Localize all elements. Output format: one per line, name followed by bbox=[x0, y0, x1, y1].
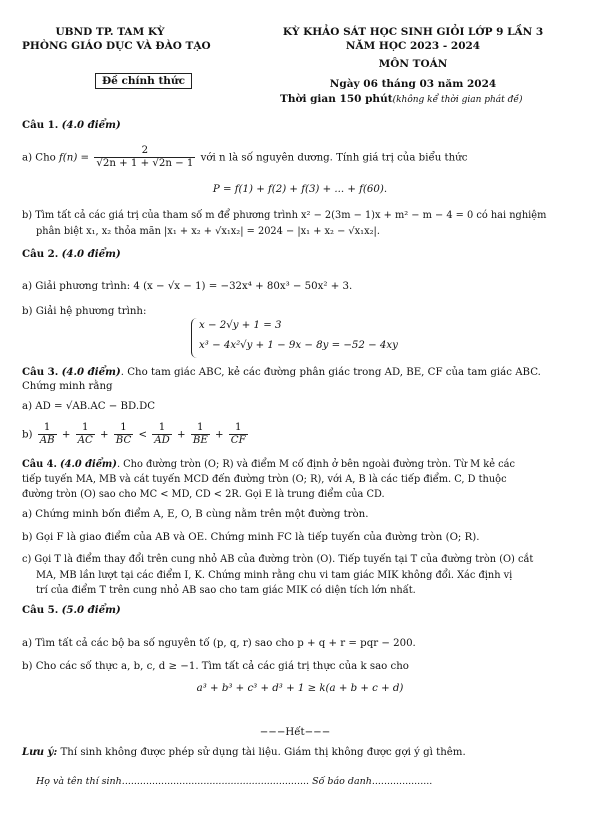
note bbox=[22, 746, 466, 758]
q4-line2: tiếp tuyến MA, MB và cát tuyến MCD đến đường tròn (O; R), với A, B là các tiếp điểm. C, D thuộc bbox=[22, 474, 507, 485]
duration-bold: Thời gian 150 phút bbox=[280, 93, 393, 105]
q1a-formula: P = f(1) + f(2) + f(3) + ... + f(60). bbox=[212, 184, 388, 195]
q1a-fraction bbox=[94, 145, 195, 170]
official-badge: Đề chính thức bbox=[95, 73, 192, 89]
q4-points: (4.0 điểm) bbox=[60, 459, 117, 470]
note-text: Thí sinh không được phép sử dụng tài liệu. Giám thị không được gợi ý gì thêm. bbox=[60, 747, 466, 758]
q3b-label: b) bbox=[22, 429, 33, 441]
subject: MÔN TOÁN bbox=[378, 58, 448, 70]
q4-part-c-line1: c) Gọi T là điểm thay đổi trên cung nhỏ AB của đường tròn (O). Tiếp tuyến tại T của đường tròn (O) cắt bbox=[22, 554, 534, 565]
q5-points: (5.0 điểm) bbox=[61, 604, 121, 616]
sbd-blank[interactable]: .................... bbox=[371, 776, 433, 787]
q3b-frac-ab: AB bbox=[39, 435, 55, 446]
q2-points: (4.0 điểm) bbox=[61, 248, 121, 260]
q5-part-a: a) Tìm tất cả các bộ ba số nguyên tố (p, q, r) sao cho p + q + r = pqr − 200. bbox=[22, 638, 416, 649]
q4-part-c-line3: trí của điểm T trên cung nhỏ AB sao cho tam giác MIK có diện tích lớn nhất. bbox=[36, 585, 416, 596]
q2-title: Câu 2. bbox=[22, 248, 59, 260]
note-label: Lưu ý: bbox=[22, 746, 58, 758]
q3-points: (4.0 điểm) bbox=[61, 366, 121, 378]
issuer-line1: UBND TP. TAM KỲ bbox=[55, 26, 165, 38]
q3-title: Câu 3. bbox=[22, 366, 59, 378]
exam-duration bbox=[280, 93, 522, 105]
q1b-line2: phân biệt x₁, x₂ thỏa mãn |x₁ + x₂ + √x₁x₂| = 2024 − |x₁ + x₂ − √x₁x₂|. bbox=[36, 226, 380, 237]
school-year: NĂM HỌC 2023 - 2024 bbox=[345, 40, 481, 52]
duration-note: (không kể thời gian phát đề) bbox=[392, 95, 523, 105]
q2-part-a: a) Giải phương trình: 4 (x − √x − 1) = −32x⁴ + 80x³ − 50x² + 3. bbox=[22, 281, 353, 292]
q5-part-b: b) Cho các số thực a, b, c, d ≥ −1. Tìm tất cả các giá trị thực của k sao cho bbox=[22, 661, 409, 672]
name-label: Họ và tên thí sinh bbox=[36, 776, 122, 787]
q3b-frac-ac: AC bbox=[77, 435, 93, 446]
q4-heading bbox=[22, 459, 515, 470]
q4-part-c-line2: MA, MB lần lượt tại các điểm I, K. Chứng minh rằng chu vi tam giác MIK không đổi. Xác định vị bbox=[36, 570, 513, 581]
q3-text: . Cho tam giác ABC, kẻ các đường phân giác trong AD, BE, CF của tam giác ABC. bbox=[120, 367, 541, 378]
name-blank[interactable]: .............................................................. bbox=[121, 776, 310, 787]
q2-part-b: b) Giải hệ phương trình: bbox=[22, 306, 147, 317]
sbd-label: Số báo danh bbox=[312, 776, 372, 787]
q4-part-b: b) Gọi F là giao điểm của AB và OE. Chứng minh FC là tiếp tuyến của đường tròn (O; R). bbox=[22, 532, 480, 543]
issuer-line2: PHÒNG GIÁO DỤC VÀ ĐÀO TẠO bbox=[22, 40, 211, 52]
q3b-frac-cf: CF bbox=[230, 435, 246, 446]
q1a-fn: f(n) = bbox=[59, 152, 90, 164]
q1-title: Câu 1. bbox=[22, 119, 59, 131]
q5-title: Câu 5. bbox=[22, 604, 59, 616]
q2-system-eq2: x³ − 4x²√y + 1 − 9x − 8y = −52 − 4xy bbox=[199, 340, 398, 351]
q1-part-a bbox=[22, 145, 467, 170]
exam-title: KỲ KHẢO SÁT HỌC SINH GIỎI LỚP 9 LẦN 3 bbox=[282, 26, 544, 38]
q2-heading bbox=[22, 248, 121, 260]
q3b-frac-be: BE bbox=[192, 435, 208, 446]
exam-date: Ngày 06 tháng 03 năm 2024 bbox=[329, 78, 497, 90]
q3-part-b: b) $\frac{1}{AB}$ + $\frac{1}{AC}$ + $\frac{1}{BC}$ < $\frac{1}{AD}$ + $\frac{1}{BE}$ + $\frac{1}{CF}$ bbox=[22, 422, 246, 446]
candidate-info bbox=[36, 776, 432, 787]
q4-line3: đường tròn (O) sao cho MC < MD, CD < 2R. Gọi E là trung điểm của CD. bbox=[22, 489, 385, 500]
q1a-text: với n là số nguyên dương. Tính giá trị của biểu thức bbox=[200, 152, 468, 164]
q1a-numerator: 2 bbox=[94, 145, 195, 158]
q3-heading bbox=[22, 366, 541, 378]
q3b-frac-ad: AD bbox=[154, 435, 170, 446]
q4-part-a: a) Chứng minh bốn điểm A, E, O, B cùng nằm trên một đường tròn. bbox=[22, 509, 369, 520]
q3b-frac-bc: BC bbox=[115, 435, 132, 446]
q1a-denominator: √2n + 1 + √2n − 1 bbox=[96, 158, 194, 169]
q5-heading bbox=[22, 604, 121, 616]
q5-inequality: a³ + b³ + c³ + d³ + 1 ≥ k(a + b + c + d) bbox=[196, 683, 404, 694]
q4-title: Câu 4. bbox=[22, 459, 57, 470]
q1-heading bbox=[22, 119, 121, 131]
end-marker: −−−Hết−−− bbox=[259, 727, 331, 738]
q3-prove: Chứng minh rằng bbox=[22, 381, 113, 392]
q1-points: (4.0 điểm) bbox=[61, 119, 121, 131]
q4-text: . Cho đường tròn (O; R) và điểm M cố định ở bên ngoài đường tròn. Từ M kẻ các bbox=[116, 459, 515, 470]
q3-part-a: a) AD = √AB.AC − BD.DC bbox=[22, 401, 156, 412]
q1b-line1: b) Tìm tất cả các giá trị của tham số m để phương trình x² − 2(3m − 1)x + m² − m − 4 = 0 có hai nghiệm bbox=[22, 210, 547, 221]
q2-system-eq1: x − 2√y + 1 = 3 bbox=[199, 320, 282, 331]
q1a-prefix: a) Cho bbox=[22, 152, 56, 164]
